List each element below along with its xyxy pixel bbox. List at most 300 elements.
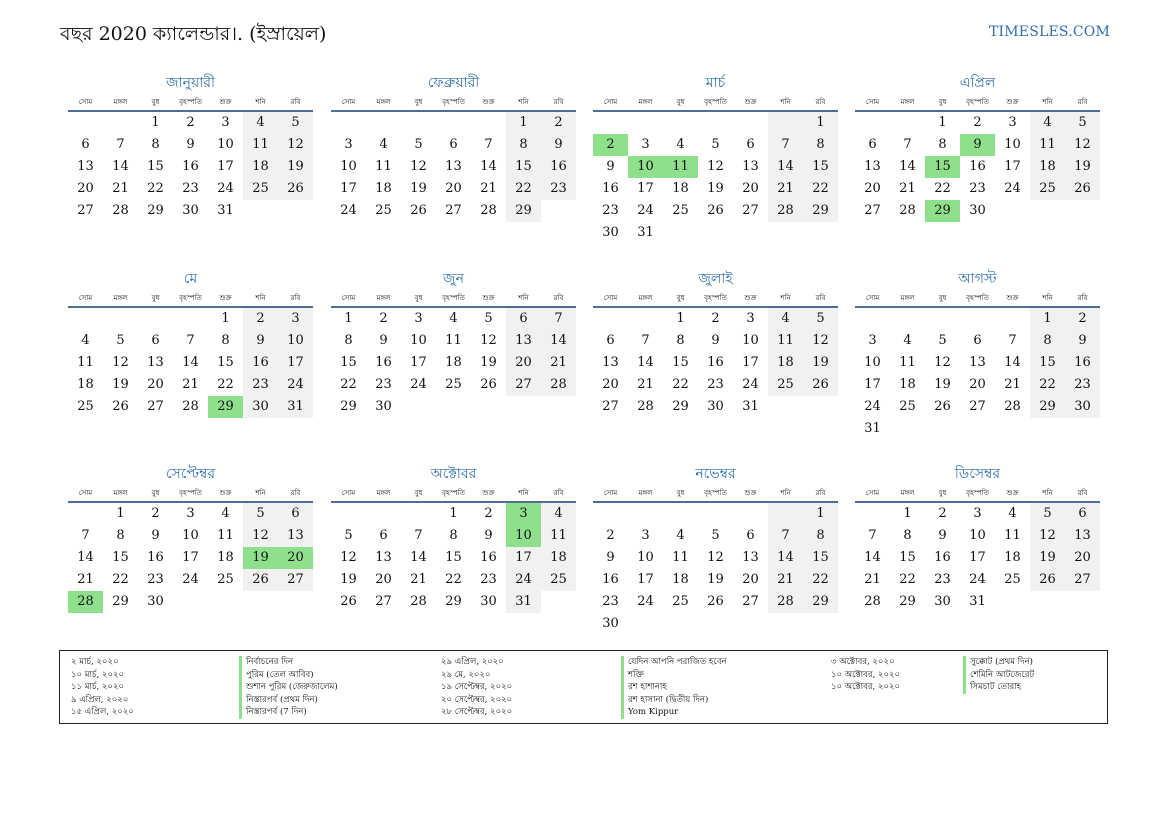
day-cell: 25 (1004, 572, 1021, 587)
day-cell: 19 (1065, 156, 1100, 178)
day-cell: 14 (1004, 355, 1021, 370)
legend-dates-col-1 (71, 656, 134, 719)
weekday-label: সোম (865, 489, 880, 497)
day-cell: 9 (379, 333, 388, 348)
day-cell: 11 (672, 550, 689, 565)
weekday-label: বৃহস্পতি (179, 489, 202, 497)
day-cell: 7 (768, 134, 803, 156)
day-cell: 19 (278, 156, 313, 178)
day-cell: 4 (243, 112, 278, 134)
empty-cell (768, 112, 803, 134)
day-cell: 14 (112, 159, 129, 174)
day-cell: 18 (541, 547, 576, 569)
weekday-label: শুক্র (744, 489, 757, 497)
day-cell: 23 (541, 178, 576, 200)
day-cell: 11 (375, 159, 392, 174)
day-cell: 11 (768, 330, 803, 352)
legend-date: ৯ এপ্রিল, ২০২০ (71, 694, 129, 705)
weekday-label: মঙ্গল (638, 294, 653, 302)
day-cell: 17 (410, 355, 427, 370)
day-cell: 22 (445, 572, 462, 587)
weekday-label: শুক্র (219, 98, 232, 106)
weekday-label: বুধ (151, 294, 160, 302)
day-cell: 14 (768, 547, 803, 569)
weekday-label: বৃহস্পতি (442, 98, 465, 106)
weekday-label: বৃহস্পতি (442, 489, 465, 497)
empty-cell (103, 112, 138, 134)
empty-cell (733, 503, 768, 525)
empty-cell (138, 308, 173, 330)
weekday-label: সোম (341, 489, 356, 497)
weekday-label: মঙ্গল (638, 98, 653, 106)
empty-cell (68, 308, 103, 330)
day-cell: 1 (116, 506, 125, 521)
day-cell: 1 (506, 112, 541, 134)
day-cell: 29 (147, 203, 164, 218)
day-cell: 22 (217, 377, 234, 392)
day-cell: 17 (969, 550, 986, 565)
day-cell: 9 (711, 333, 720, 348)
day-cell: 8 (938, 137, 947, 152)
day-cell: 9 (186, 137, 195, 152)
day-cell: 26 (1065, 178, 1100, 200)
day-cell: 12 (278, 134, 313, 156)
day-cell: 28 (637, 399, 654, 414)
days-grid (593, 308, 838, 418)
day-cell: 20 (147, 377, 164, 392)
day-cell: 19 (112, 377, 129, 392)
day-cell: 19 (340, 572, 357, 587)
day-cell: 26 (934, 399, 951, 414)
day-cell: 3 (746, 311, 755, 326)
day-cell: 25 (243, 178, 278, 200)
days-grid (331, 308, 576, 418)
day-cell: 23 (969, 181, 986, 196)
day-cell: 22 (147, 181, 164, 196)
day-cell: 6 (81, 137, 90, 152)
day-cell: 3 (641, 528, 650, 543)
weekday-label: শনি (255, 98, 266, 106)
month-block (331, 463, 576, 613)
day-cell: 26 (480, 377, 497, 392)
day-cell: 26 (707, 203, 724, 218)
weekday-label: মঙ্গল (113, 98, 128, 106)
day-cell: 7 (414, 528, 423, 543)
day-cell: 30 (707, 399, 724, 414)
holiday-day-cell: 29 (925, 200, 960, 222)
day-cell: 8 (676, 333, 685, 348)
weekday-label: রবি (1077, 98, 1088, 106)
empty-cell (331, 112, 366, 134)
day-cell: 18 (217, 550, 234, 565)
weekday-label: বুধ (414, 98, 423, 106)
day-cell: 6 (973, 333, 982, 348)
day-cell: 6 (868, 137, 877, 152)
day-cell: 27 (147, 399, 164, 414)
holiday-day-cell: 9 (960, 134, 995, 156)
weekday-label: সোম (341, 294, 356, 302)
day-cell: 14 (77, 550, 94, 565)
day-cell: 2 (606, 528, 615, 543)
day-cell: 26 (707, 594, 724, 609)
holiday-day-cell: 11 (663, 156, 698, 178)
weekday-label: বৃহস্পতি (704, 98, 727, 106)
day-cell: 16 (541, 156, 576, 178)
day-cell: 14 (637, 355, 654, 370)
legend-dates-col-3 (831, 656, 900, 694)
day-cell: 9 (938, 528, 947, 543)
weekday-label: শনি (1042, 294, 1053, 302)
day-cell: 27 (445, 203, 462, 218)
legend-holiday: নিস্তারপর্ব (7 দিন) (239, 706, 338, 719)
day-cell: 16 (934, 550, 951, 565)
day-cell: 25 (375, 203, 392, 218)
day-cell: 20 (742, 181, 759, 196)
day-cell: 12 (707, 550, 724, 565)
weekday-label: সোম (78, 294, 93, 302)
day-cell: 3 (186, 506, 195, 521)
holiday-day-cell: 20 (278, 547, 313, 569)
day-cell: 16 (243, 352, 278, 374)
legend-holiday: শক্তি (621, 669, 727, 682)
day-cell: 22 (1030, 374, 1065, 396)
day-cell: 10 (864, 355, 881, 370)
day-cell: 7 (484, 137, 493, 152)
day-cell: 30 (243, 396, 278, 418)
empty-cell (890, 112, 925, 134)
day-cell: 2 (711, 311, 720, 326)
legend-date: ২৮ সেপ্টেম্বর, ২০২০ (441, 707, 513, 717)
weekday-label: রবি (290, 294, 301, 302)
day-cell: 5 (484, 311, 493, 326)
day-cell: 22 (112, 572, 129, 587)
day-cell: 28 (899, 203, 916, 218)
weekday-label: শনি (255, 489, 266, 497)
day-cell: 4 (1008, 506, 1017, 521)
day-cell: 12 (340, 550, 357, 565)
day-cell: 15 (445, 550, 462, 565)
day-cell: 3 (641, 137, 650, 152)
day-cell: 24 (217, 181, 234, 196)
day-cell: 2 (151, 506, 160, 521)
day-cell: 30 (969, 203, 986, 218)
days-grid (855, 112, 1100, 222)
empty-cell (401, 112, 436, 134)
weekday-label: সোম (78, 98, 93, 106)
day-cell: 18 (77, 377, 94, 392)
weekday-label: মঙ্গল (900, 489, 915, 497)
day-cell: 17 (217, 159, 234, 174)
day-cell: 4 (449, 311, 458, 326)
day-cell: 29 (899, 594, 916, 609)
day-cell: 27 (1065, 569, 1100, 591)
day-cell: 22 (899, 572, 916, 587)
month-name: আগস্ট (958, 271, 997, 287)
weekday-label: বুধ (938, 489, 947, 497)
weekday-label: বুধ (938, 98, 947, 106)
legend-date: ১০ মার্চ, ২০২০ (71, 669, 125, 680)
day-cell: 11 (77, 355, 94, 370)
day-cell: 22 (803, 178, 838, 200)
empty-cell (855, 503, 890, 525)
weekday-label: রবি (815, 489, 826, 497)
day-cell: 3 (414, 311, 423, 326)
day-cell: 13 (742, 159, 759, 174)
day-cell: 1 (449, 506, 458, 521)
weekday-label: সোম (603, 98, 618, 106)
weekday-label: বুধ (414, 294, 423, 302)
day-cell: 25 (672, 594, 689, 609)
day-cell: 2 (973, 115, 982, 130)
legend-date: ৩ অক্টোবর, ২০২০ (831, 657, 895, 667)
day-cell: 14 (410, 550, 427, 565)
day-cell: 10 (182, 528, 199, 543)
day-cell: 7 (116, 137, 125, 152)
empty-cell (471, 112, 506, 134)
weekday-label: রবি (553, 98, 564, 106)
day-cell: 4 (676, 137, 685, 152)
legend-holiday: শুশান পুরিম (জেরুজালেম) (239, 681, 338, 694)
day-cell: 19 (803, 352, 838, 374)
day-cell: 12 (410, 159, 427, 174)
day-cell: 29 (803, 591, 838, 613)
legend-holiday: নির্বাচনের দিন (239, 656, 338, 669)
month-name: ফেব্রুয়ারী (427, 75, 480, 91)
day-cell: 28 (112, 203, 129, 218)
day-cell: 4 (768, 308, 803, 330)
day-cell: 24 (742, 377, 759, 392)
weekday-label: শুক্র (744, 294, 757, 302)
day-cell: 16 (969, 159, 986, 174)
empty-cell (698, 503, 733, 525)
day-cell: 21 (410, 572, 427, 587)
day-cell: 13 (1065, 525, 1100, 547)
weekday-label: শুক্র (1006, 489, 1019, 497)
month-name: নভেম্বর (695, 466, 736, 482)
day-cell: 5 (1030, 503, 1065, 525)
legend-holiday: রশ হাসানা (দ্বিতীয় দিন) (621, 694, 727, 707)
day-cell: 18 (672, 181, 689, 196)
weekday-label: শনি (780, 294, 791, 302)
day-cell: 17 (182, 550, 199, 565)
weekday-label: মঙ্গল (376, 489, 391, 497)
days-grid (68, 503, 313, 613)
day-cell: 27 (969, 399, 986, 414)
weekday-label: বুধ (676, 489, 685, 497)
day-cell: 15 (803, 547, 838, 569)
day-cell: 12 (803, 330, 838, 352)
day-cell: 3 (1008, 115, 1017, 130)
day-cell: 5 (1065, 112, 1100, 134)
day-cell: 12 (707, 159, 724, 174)
legend-date: ১১ মার্চ, ২০২০ (71, 682, 125, 692)
day-cell: 13 (969, 355, 986, 370)
day-cell: 23 (1065, 374, 1100, 396)
empty-cell (995, 308, 1030, 330)
day-cell: 16 (602, 572, 619, 587)
empty-cell (68, 503, 103, 525)
weekday-label: রবি (553, 489, 564, 497)
legend-names-col-1 (239, 656, 338, 719)
empty-cell (593, 112, 628, 134)
day-cell: 11 (541, 525, 576, 547)
day-cell: 17 (742, 355, 759, 370)
day-cell: 20 (602, 377, 619, 392)
day-cell: 28 (1004, 399, 1021, 414)
day-cell: 5 (414, 137, 423, 152)
day-cell: 5 (243, 503, 278, 525)
weekday-label: বৃহস্পতি (966, 98, 989, 106)
day-cell: 2 (243, 308, 278, 330)
weekday-label: রবি (815, 98, 826, 106)
day-cell: 30 (1065, 396, 1100, 418)
day-cell: 16 (602, 181, 619, 196)
day-cell: 3 (868, 333, 877, 348)
day-cell: 15 (899, 550, 916, 565)
day-cell: 28 (768, 591, 803, 613)
day-cell: 31 (637, 225, 654, 240)
day-cell: 6 (151, 333, 160, 348)
day-cell: 30 (480, 594, 497, 609)
weekday-label: মঙ্গল (113, 489, 128, 497)
day-cell: 2 (541, 112, 576, 134)
day-cell: 27 (506, 374, 541, 396)
day-cell: 23 (602, 594, 619, 609)
day-cell: 17 (864, 377, 881, 392)
day-cell: 28 (480, 203, 497, 218)
day-cell: 16 (147, 550, 164, 565)
month-block (593, 463, 838, 635)
day-cell: 6 (278, 503, 313, 525)
day-cell: 5 (278, 112, 313, 134)
day-cell: 26 (340, 594, 357, 609)
day-cell: 13 (742, 550, 759, 565)
month-block (855, 268, 1100, 440)
day-cell: 20 (969, 377, 986, 392)
empty-cell (733, 112, 768, 134)
day-cell: 27 (742, 203, 759, 218)
holiday-day-cell: 19 (243, 547, 278, 569)
day-cell: 30 (375, 399, 392, 414)
day-cell: 30 (602, 616, 619, 631)
day-cell: 1 (803, 112, 838, 134)
weekday-label: মঙ্গল (376, 98, 391, 106)
day-cell: 13 (864, 159, 881, 174)
empty-cell (855, 112, 890, 134)
weekday-label: মঙ্গল (113, 294, 128, 302)
day-cell: 7 (868, 528, 877, 543)
day-cell: 8 (903, 528, 912, 543)
day-cell: 2 (186, 115, 195, 130)
day-cell: 31 (506, 591, 541, 613)
day-cell: 7 (641, 333, 650, 348)
day-cell: 18 (375, 181, 392, 196)
day-cell: 12 (934, 355, 951, 370)
day-cell: 5 (116, 333, 125, 348)
day-cell: 3 (221, 115, 230, 130)
weekday-label: সোম (341, 98, 356, 106)
day-cell: 12 (1065, 134, 1100, 156)
month-block (68, 463, 313, 613)
empty-cell (436, 112, 471, 134)
holiday-day-cell: 15 (925, 156, 960, 178)
day-cell: 18 (672, 572, 689, 587)
day-cell: 26 (278, 178, 313, 200)
legend-names-col-3 (963, 656, 1034, 694)
day-cell: 25 (77, 399, 94, 414)
weekday-label: শুক্র (1006, 98, 1019, 106)
weekday-label: মঙ্গল (638, 489, 653, 497)
site-link[interactable]: TIMESLES.COM (989, 24, 1110, 40)
day-cell: 20 (77, 181, 94, 196)
weekday-label: শুক্র (1006, 294, 1019, 302)
day-cell: 17 (278, 352, 313, 374)
weekday-label: সোম (865, 294, 880, 302)
month-block (331, 268, 576, 418)
day-cell: 4 (541, 503, 576, 525)
day-cell: 2 (938, 506, 947, 521)
day-cell: 3 (344, 137, 353, 152)
holiday-day-cell: 10 (628, 156, 663, 178)
day-cell: 8 (344, 333, 353, 348)
empty-cell (628, 503, 663, 525)
legend-date: ১০ অক্টোবর, ২০২০ (831, 682, 901, 692)
day-cell: 9 (606, 159, 615, 174)
day-cell: 10 (410, 333, 427, 348)
day-cell: 29 (445, 594, 462, 609)
day-cell: 24 (182, 572, 199, 587)
empty-cell (890, 308, 925, 330)
day-cell: 1 (1030, 308, 1065, 330)
day-cell: 20 (1065, 547, 1100, 569)
day-cell: 11 (1004, 528, 1021, 543)
day-cell: 6 (746, 528, 755, 543)
day-cell: 8 (151, 137, 160, 152)
day-cell: 4 (1030, 112, 1065, 134)
day-cell: 8 (803, 525, 838, 547)
day-cell: 3 (278, 308, 313, 330)
day-cell: 15 (1030, 352, 1065, 374)
day-cell: 8 (803, 134, 838, 156)
day-cell: 15 (672, 355, 689, 370)
day-cell: 27 (278, 569, 313, 591)
day-cell: 9 (606, 550, 615, 565)
weekday-label: বৃহস্পতি (966, 489, 989, 497)
day-cell: 24 (637, 594, 654, 609)
month-block (593, 268, 838, 418)
day-cell: 14 (541, 330, 576, 352)
day-cell: 18 (1004, 550, 1021, 565)
weekday-label: রবি (1077, 489, 1088, 497)
day-cell: 27 (742, 594, 759, 609)
month-name: সেপ্টেম্বর (165, 466, 216, 482)
day-cell: 26 (410, 203, 427, 218)
month-block (331, 72, 576, 222)
day-cell: 12 (1030, 525, 1065, 547)
day-cell: 2 (484, 506, 493, 521)
day-cell: 21 (77, 572, 94, 587)
empty-cell (925, 308, 960, 330)
empty-cell (593, 503, 628, 525)
day-cell: 20 (375, 572, 392, 587)
weekday-label: শনি (780, 98, 791, 106)
legend-holiday: পুরিম (তেল আবিব) (239, 669, 338, 682)
days-grid (331, 112, 576, 222)
weekday-label: মঙ্গল (376, 294, 391, 302)
day-cell: 11 (243, 134, 278, 156)
day-cell: 30 (934, 594, 951, 609)
day-cell: 20 (445, 181, 462, 196)
